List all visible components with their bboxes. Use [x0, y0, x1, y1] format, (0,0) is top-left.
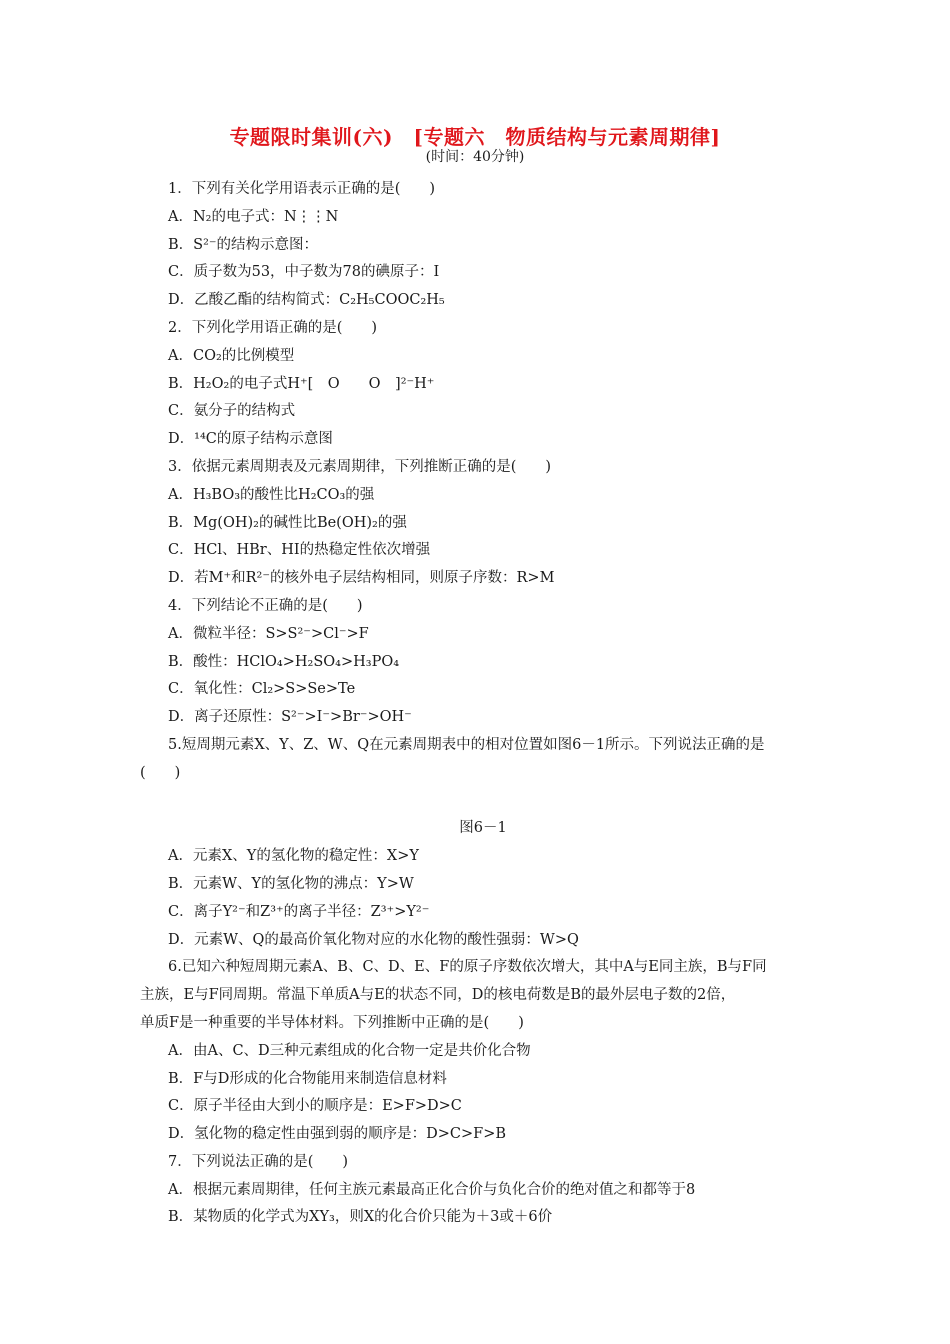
option-d: D．¹⁴C的原子结构示意图	[168, 431, 333, 448]
option-b: B．H₂O₂的电子式H⁺[ O O ]²⁻H⁺	[168, 375, 435, 392]
figure-placeholder	[168, 788, 798, 816]
question-stem-line-1: 6.已知六种短周期元素A、B、C、D、E、F的原子序数依次增大，其中A与E同主族，B与F同	[168, 959, 767, 976]
figure-caption: 图6－1	[459, 820, 507, 837]
option-a: A．由A、C、D三种元素组成的化合物一定是共价化合物	[168, 1042, 531, 1059]
option-c: C．氧化性：Cl₂>S>Se>Te	[168, 681, 356, 698]
option-d: D．乙酸乙酯的结构简式：C₂H₅COOC₂H₅	[168, 292, 445, 309]
option-b: B．S²⁻的结构示意图：	[168, 236, 319, 253]
time-limit: (时间：40分钟)	[425, 149, 525, 165]
question-5	[140, 732, 798, 954]
option-c: C．HCl、HBr、HI的热稳定性依次增强	[168, 542, 431, 559]
question-stem-continued: ( )	[140, 764, 181, 781]
option-a: A．微粒半径：S>S²⁻>Cl⁻>F	[168, 625, 369, 642]
question-stem: 7．下列说法正确的是( )	[168, 1153, 349, 1170]
question-stem-line-2: 主族，E与F同周期。常温下单质A与E的状态不同，D的核电荷数是B的最外层电子数的2倍，	[140, 987, 736, 1004]
question-7	[168, 1149, 798, 1232]
option-a: A．N₂的电子式：N⋮⋮N	[168, 208, 339, 225]
option-c: C．质子数为53，中子数为78的碘原子：I	[168, 264, 440, 281]
option-a: A．元素X、Y的氢化物的稳定性：X>Y	[168, 848, 419, 865]
question-list	[140, 176, 798, 1232]
question-stem-line-3: 单质F是一种重要的半导体材料。下列推断中正确的是( )	[140, 1014, 524, 1031]
question-6	[140, 954, 798, 1149]
question-stem: 2．下列化学用语正确的是( )	[168, 319, 378, 336]
option-d: D．氢化物的稳定性由强到弱的顺序是：D>C>F>B	[168, 1126, 507, 1143]
page-title: 专题限时集训(六) [专题六 物质结构与元素周期律]	[229, 125, 721, 149]
option-d: D．若M⁺和R²⁻的核外电子层结构相同，则原子序数：R>M	[168, 570, 555, 587]
option-b: B．Mg(OH)₂的碱性比Be(OH)₂的强	[168, 514, 407, 531]
option-c: C．氨分子的结构式	[168, 403, 296, 420]
option-d: D．元素W、Q的最高价氧化物对应的水化物的酸性强弱：W>Q	[168, 931, 579, 948]
option-a: A．CO₂的比例模型	[168, 347, 295, 364]
option-c: C．离子Y²⁻和Z³⁺的离子半径：Z³⁺>Y²⁻	[168, 903, 430, 920]
question-3	[168, 454, 798, 593]
question-stem: 3．依据元素周期表及元素周期律，下列推断正确的是( )	[168, 458, 552, 475]
question-4	[168, 593, 798, 732]
option-b: B．某物质的化学式为XY₃，则X的化合价只能为＋3或＋6价	[168, 1209, 553, 1226]
question-stem: 4．下列结论不正确的是( )	[168, 597, 363, 614]
question-1	[168, 176, 798, 315]
option-a: A．H₃BO₃的酸性比H₂CO₃的强	[168, 486, 375, 503]
option-b: B．F与D形成的化合物能用来制造信息材料	[168, 1070, 447, 1087]
option-b: B．酸性：HClO₄>H₂SO₄>H₃PO₄	[168, 653, 400, 670]
question-stem: 1．下列有关化学用语表示正确的是( )	[168, 181, 436, 197]
option-c: C．原子半径由大到小的顺序是：E>F>D>C	[168, 1098, 462, 1115]
option-a: A．根据元素周期律，任何主族元素最高正化合价与负化合价的绝对值之和都等于8	[168, 1181, 696, 1198]
option-d: D．离子还原性：S²⁻>I⁻>Br⁻>OH⁻	[168, 709, 412, 726]
option-b: B．元素W、Y的氢化物的沸点：Y>W	[168, 875, 414, 892]
question-stem: 5.短周期元素X、Y、Z、W、Q在元素周期表中的相对位置如图6－1所示。下列说法正确的是	[168, 736, 765, 753]
question-2	[168, 315, 798, 454]
